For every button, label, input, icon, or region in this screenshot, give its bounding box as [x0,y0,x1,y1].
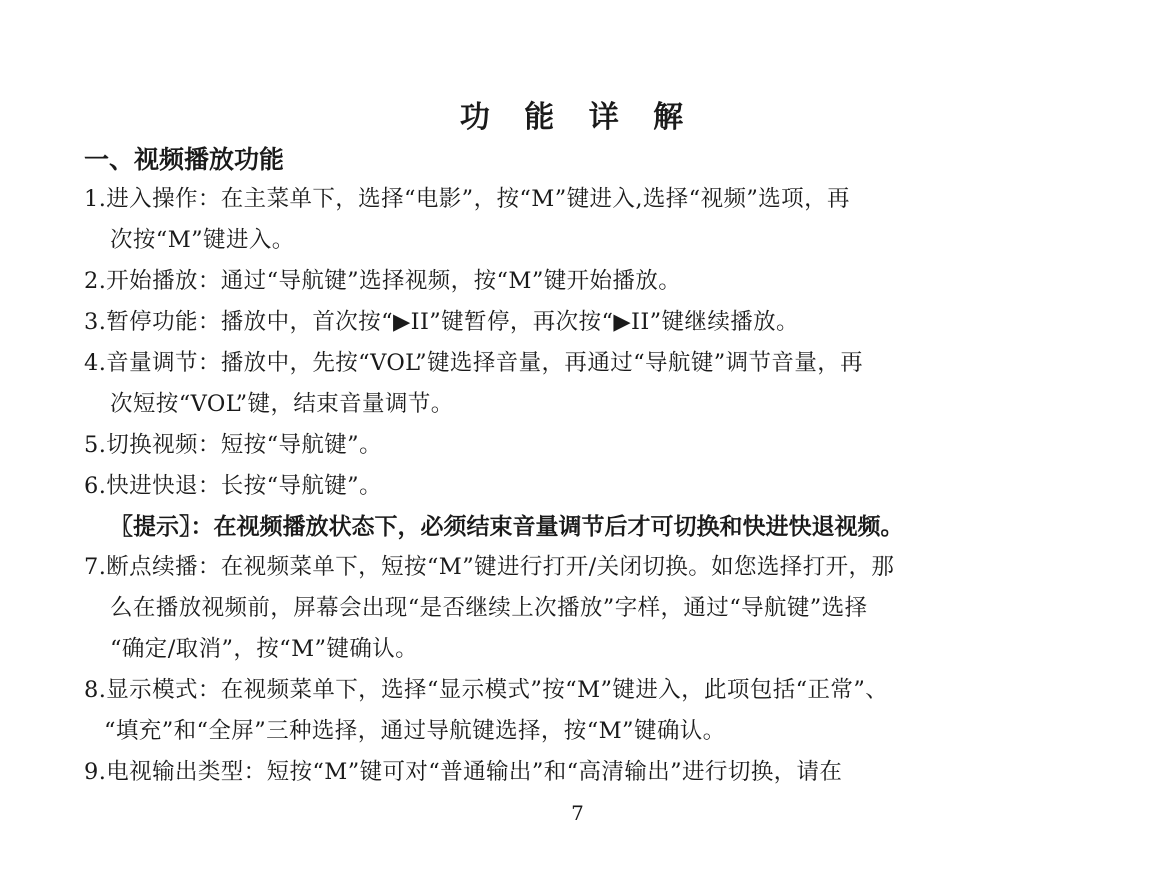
item-9-line-1: 9.电视输出类型：短按“M”键可对“普通输出”和“高清输出”进行切换，请在 [84,759,843,785]
item-6: 6.快进快退：长按“导航键”。 [84,473,382,499]
section-heading: 一、视频播放功能 [84,145,285,174]
item-5: 5.切换视频：短按“导航键”。 [84,432,382,458]
item-3: 3.暂停功能：播放中，首次按“▶II”键暂停，再次按“▶II”键继续播放。 [84,309,799,335]
item-7-line-3: “确定/取消”，按“M”键确认。 [110,636,419,662]
page-title: 功 能 详 解 [459,100,696,135]
tip-note: 〖提示〗：在视频播放状态下，必须结束音量调节后才可切换和快进快退视频。 [110,514,904,540]
page-number: 7 [571,801,584,825]
item-2: 2.开始播放：通过“导航键”选择视频，按“M”键开始播放。 [84,268,682,294]
item-8-line-1: 8.显示模式：在视频菜单下，选择“显示模式”按“M”键进入，此项包括“正常”、 [84,677,889,703]
item-4-line-2: 次短按“VOL”键，结束音量调节。 [110,391,454,417]
item-7-line-1: 7.断点续播：在视频菜单下，短按“M”键进行打开/关闭切换。如您选择打开，那 [84,554,895,580]
item-1-line-1: 1.进入操作：在主菜单下，选择“电影”，按“M”键进入,选择“视频”选项，再 [84,186,850,212]
item-1-line-2: 次按“M”键进入。 [110,227,295,253]
item-4-line-1: 4.音量调节：播放中，先按“VOL”键选择音量，再通过“导航键”调节音量，再 [84,350,864,376]
item-8-line-2: “填充”和“全屏”三种选择，通过导航键选择，按“M”键确认。 [104,718,726,744]
item-7-line-2: 么在播放视频前，屏幕会出现“是否继续上次播放”字样，通过“导航键”选择 [110,595,868,621]
